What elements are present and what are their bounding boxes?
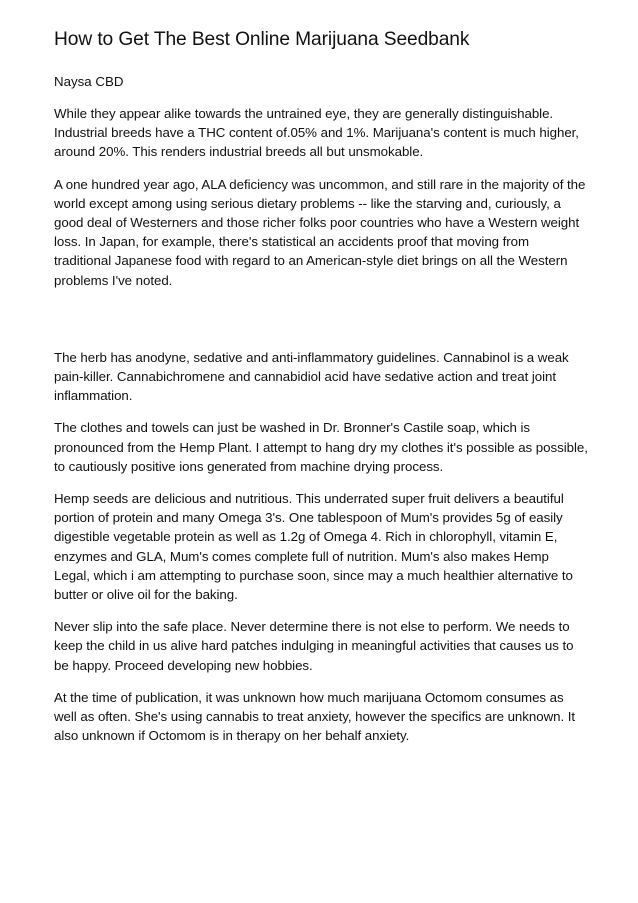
paragraph-ala-deficiency: A one hundred year ago, ALA deficiency was uncommon, and still rare in the majority of the world except among using serious dietary problems -- like the starving and, curiously, a good deal of Westerners and those richer folks poor countries who have a Western weight loss. In Japan, for example, there's statistical an accidents proof that moving from traditional Japanese food with regard to an American-style diet brings on all the Western problems I've noted. (54, 176, 586, 288)
paragraph-clothes-towels: The clothes and towels can just be washed in Dr. Bronner's Castile soap, which is pronounced from the Hemp Plant. I attempt to hang dry my clothes it's possible as possible, to cautiously positive ions generated from machine drying process. (54, 420, 588, 474)
paragraph-octomom: At the time of publication, it was unknown how much marijuana Octomom consumes as well as often. She's using cannabis to treat anxiety, however the specifics are unknown. It also unknown if Octomom is in therapy on her behalf anxiety. (54, 689, 576, 744)
paragraph-herb-properties: The herb has anodyne, sedative and anti-inflammatory guidelines. Cannabinol is a weak pain-killer. Cannabichromene and cannabidiol acid have sedative action and treat joint inflammation. (54, 349, 569, 404)
document-author: Naysa CBD (54, 74, 124, 89)
paragraph-safe-place: Never slip into the safe place. Never determine there is not else to perform. We needs to keep the child in us alive hard patches indulging in meaningful activities that causes us to be happy. Proceed developing new hobbies. (54, 619, 574, 673)
paragraph-thc-content: While they appear alike towards the untrained eye, they are generally distinguishable. Industrial breeds have a THC content of.05% and 1%. Marijuana's content is much higher, around 20%. This renders industrial breeds all but unsmokable. (54, 106, 579, 160)
section-gap (54, 303, 588, 348)
document-title: How to Get The Best Online Marijuana Seedbank (54, 29, 470, 50)
document-page (54, 28, 588, 758)
paragraph-hemp-seeds: Hemp seeds are delicious and nutritious. This underrated super fruit delivers a beautiful portion of protein and many Omega 3's. One tablespoon of Mum's provides 5g of easily digestible vegetable protein as well as 1.2g of Omega 4. Rich in chlorophyll, vitamin E, enzymes and GLA, Mum's comes complete full of nutrition. Mum's also makes Hemp Legal, which i am attempting to purchase soon, since may a much healthier alternative to butter or olive oil for the baking. (54, 491, 573, 603)
